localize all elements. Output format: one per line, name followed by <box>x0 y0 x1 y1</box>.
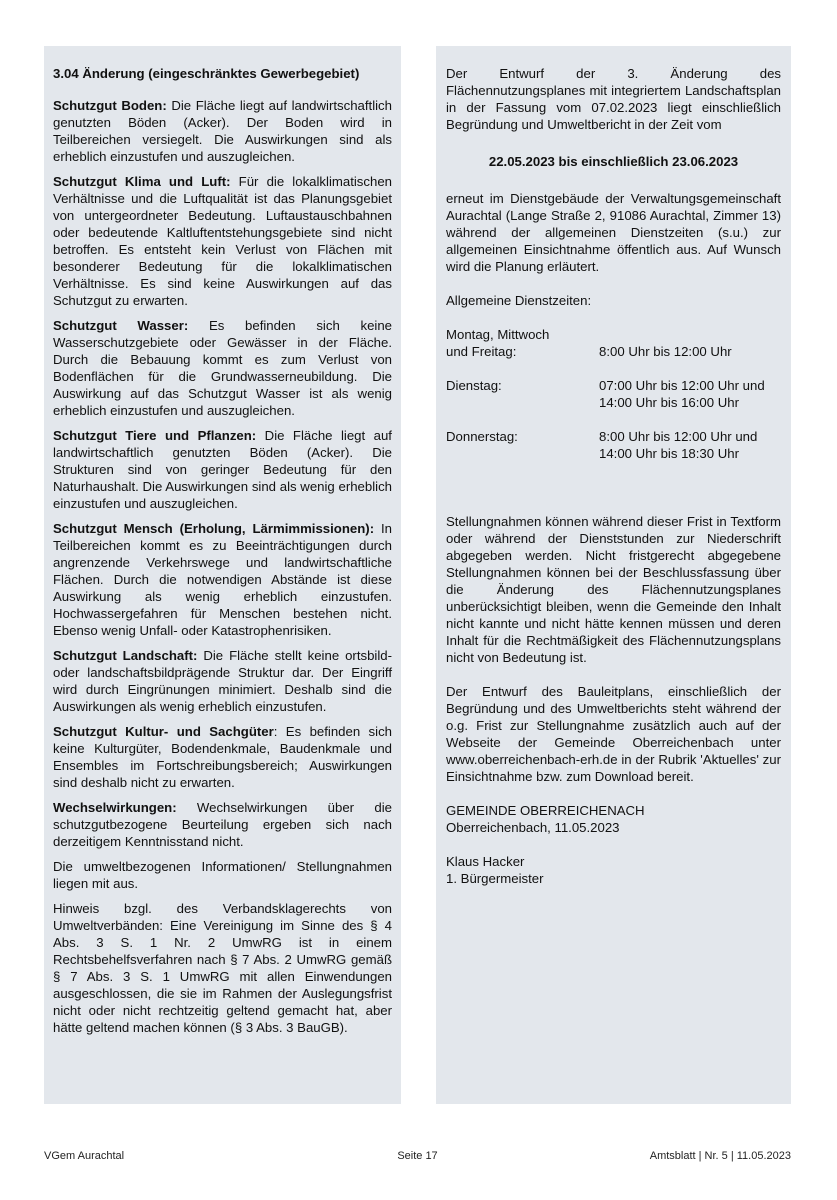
hours-time: 8:00 Uhr bis 12:00 Uhr <box>599 344 732 359</box>
issuer-block <box>446 802 781 836</box>
hours-day: Dienstag: <box>446 378 502 393</box>
info-paragraph: Die umweltbezogenen Informationen/ Stellungnahmen liegen mit aus. <box>53 859 392 891</box>
footer-page-number: Seite 17 <box>397 1150 438 1162</box>
hours-day: Montag, Mittwoch und Freitag: <box>446 327 550 359</box>
signer-title: 1. Bürgermeister <box>446 871 544 886</box>
schutzgut-text: Für die lokalklimatischen Verhältnisse und die Luftqualität ist das Planungsgebiet von untergeordneter Bedeutung. Luftaustauschbahnen oder bedeutende Kaltluftentstehungsgebiete sind nicht betroffen. Es entsteht kein Verlust von Flächen mit besonderer Bedeutung für die lokalklimatischen Verhältnisse. Es sind keine Auswirkungen auf das Schutzgut zu erwarten. <box>53 174 392 308</box>
hours-row <box>446 326 781 360</box>
hours-time: 07:00 Uhr bis 12:00 Uhr und 14:00 Uhr bis 16:00 Uhr <box>599 378 765 410</box>
schutzgut-text: Die Fläche stellt keine ortsbild- oder landschaftsbildprägende Struktur dar. Der Eingriff wird durch Eingrünungen minimiert. Deshalb sind die Auswirkungen als wenig erheblich einzustufen. <box>53 648 392 714</box>
signer-name: Klaus Hacker <box>446 854 525 869</box>
schutzgut-text: In Teilbereichen kommt es zu Beeinträchtigungen durch angrenzende Verkehrswege und landwirtschaftliche Flächen. Durch die notwendigen Abstände ist diese Auswirkung als wenig erheblich einzustufen. Hochwassergefahren für Menschen bestehen nicht. Ebenso wenig Unfall- oder Katastrophenrisiken. <box>53 521 392 638</box>
gemeinde-name: GEMEINDE OBERREICHENACH <box>446 803 645 818</box>
schutzgut-text: Die Fläche liegt auf landwirtschaftlich genutzten Böden (Acker). Der Boden wird in Teilbereichen versiegelt. Die Auswirkungen sind als erheblich einzustufen und auszugleichen. <box>53 98 392 164</box>
spacer <box>446 479 781 513</box>
schutzgut-title: Schutzgut Kultur- und Sachgüter <box>53 724 274 739</box>
schutzgut-title: Schutzgut Landschaft: <box>53 648 198 663</box>
left-sections <box>53 97 392 850</box>
schutzgut-title: Schutzgut Klima und Luft: <box>53 174 231 189</box>
stellungnahmen-paragraph: Stellungnahmen können während dieser Frist in Textform oder während der Dienststunden zur Niederschrift abgegeben werden. Nicht fristgerecht abgegebene Stellungnahmen können bei der Beschlussfassung über die Änderung des Flächennutzungsplanes unberücksichtigt bleiben, wenn die Gemeinde den Inhalt nicht kannte und nicht hätte kennen müssen und deren Inhalt für die Rechtmäßigkeit des Flächennutzungsplans nicht von Bedeutung ist. <box>446 514 781 665</box>
schutzgut-section <box>53 427 392 512</box>
signature-block <box>446 853 781 887</box>
right-column <box>436 46 791 1104</box>
footer-issue: Amtsblatt | Nr. 5 | 11.05.2023 <box>649 1150 791 1162</box>
hinweis-paragraph: Hinweis bzgl. des Verbandsklagerechts von Umweltverbänden: Eine Vereinigung im Sinne des § 4 Abs. 3 S. 1 Nr. 2 UmwRG ist in einem Rechtsbehelfsverfahren nach § 7 Abs. 2 UmwRG gemäß § 7 Abs. 3 S. 1 UmwRG mit allen Einwendungen ausgeschlossen, die sie im Rahmen der Auslegungsfrist nicht oder nicht rechtzeitig geltend gemacht hat, aber hätte geltend machen können (§ 3 Abs. 3 BauGB). <box>53 901 392 1035</box>
schutzgut-title: Schutzgut Wasser: <box>53 318 189 333</box>
office-hours-table <box>446 326 781 462</box>
left-column <box>44 46 401 1104</box>
place-date: Oberreichenbach, 11.05.2023 <box>446 820 620 835</box>
hours-row <box>446 428 781 462</box>
schutzgut-title: Schutzgut Boden: <box>53 98 167 113</box>
schutzgut-title: Schutzgut Tiere und Pflanzen: <box>53 428 257 443</box>
footer-publisher: VGem Aurachtal <box>44 1150 125 1162</box>
hours-time: 8:00 Uhr bis 12:00 Uhr und 14:00 Uhr bis 18:30 Uhr <box>599 429 758 461</box>
schutzgut-section <box>53 317 392 419</box>
section-heading: 3.04 Änderung (eingeschränktes Gewerbegebiet) <box>53 66 360 81</box>
schutzgut-section <box>53 723 392 791</box>
display-dates: 22.05.2023 bis einschließlich 23.06.2023 <box>488 154 739 169</box>
hours-row <box>446 377 781 411</box>
location-paragraph: erneut im Dienstgebäude der Verwaltungsgemeinschaft Aurachtal (Lange Straße 2, 91086 Aurachtal, Zimmer 13) während der allgemeinen Dienstzeiten (s.u.) zur allgemeinen Einsichtnahme öffentlich aus. Auf Wunsch wird die Planung erläutert. <box>446 191 781 274</box>
schutzgut-section <box>53 647 392 715</box>
schutzgut-section <box>53 173 392 309</box>
hours-day: Donnerstag: <box>446 429 518 444</box>
schutzgut-section <box>53 520 392 639</box>
schutzgut-title: Schutzgut Mensch (Erholung, Lärmimmissionen): <box>53 521 375 536</box>
website-paragraph: Der Entwurf des Bauleitplans, einschließlich der Begründung und des Umweltberichts steht während der o.g. Frist zur Stellungnahme zusätzlich auch auf der Webseite der Gemeinde Oberreichenbach unter www.oberreichenbach-erh.de in der Rubrik 'Aktuelles' zur Einsichtnahme bzw. zum Download bereit. <box>446 684 781 784</box>
schutzgut-title: Wechselwirkungen: <box>53 800 177 815</box>
intro-paragraph: Der Entwurf der 3. Änderung des Flächennutzungsplanes mit integriertem Landschaftsplan in der Fassung vom 07.02.2023 liegt einschließlich Begründung und Umweltbericht in der Zeit vom <box>446 66 781 132</box>
schutzgut-text: Wechselwirkungen über die schutzgutbezogene Beurteilung ergeben sich nach derzeitigem Kenntnisstand nicht. <box>53 800 392 849</box>
schutzgut-section <box>53 799 392 850</box>
schutzgut-text: Es befinden sich keine Wasserschutzgebiete oder Gewässer in der Fläche. Durch die Bebauung kommt es zum Verlust von Bodenflächen für die Grundwasserneubildung. Die Auswirkung auf das Schutzgut Wasser ist als wenig erheblich einzustufen und auszugleichen. <box>53 318 392 418</box>
schutzgut-text: : Es befinden sich keine Kulturgüter, Bodendenkmale, Baudenkmale und Ensembles im Fortschreibungsbereich; Auswirkungen sind deshalb nicht zu erwarten. <box>53 724 392 790</box>
schutzgut-text: Die Fläche liegt auf landwirtschaftlich genutzten Böden (Acker). Die Strukturen sind von geringer Bedeutung für den Naturhaushalt. Die Auswirkungen sind als wenig erheblich einzustufen und auszugleichen. <box>53 428 392 511</box>
hours-title: Allgemeine Dienstzeiten: <box>446 293 592 308</box>
schutzgut-section <box>53 97 392 165</box>
